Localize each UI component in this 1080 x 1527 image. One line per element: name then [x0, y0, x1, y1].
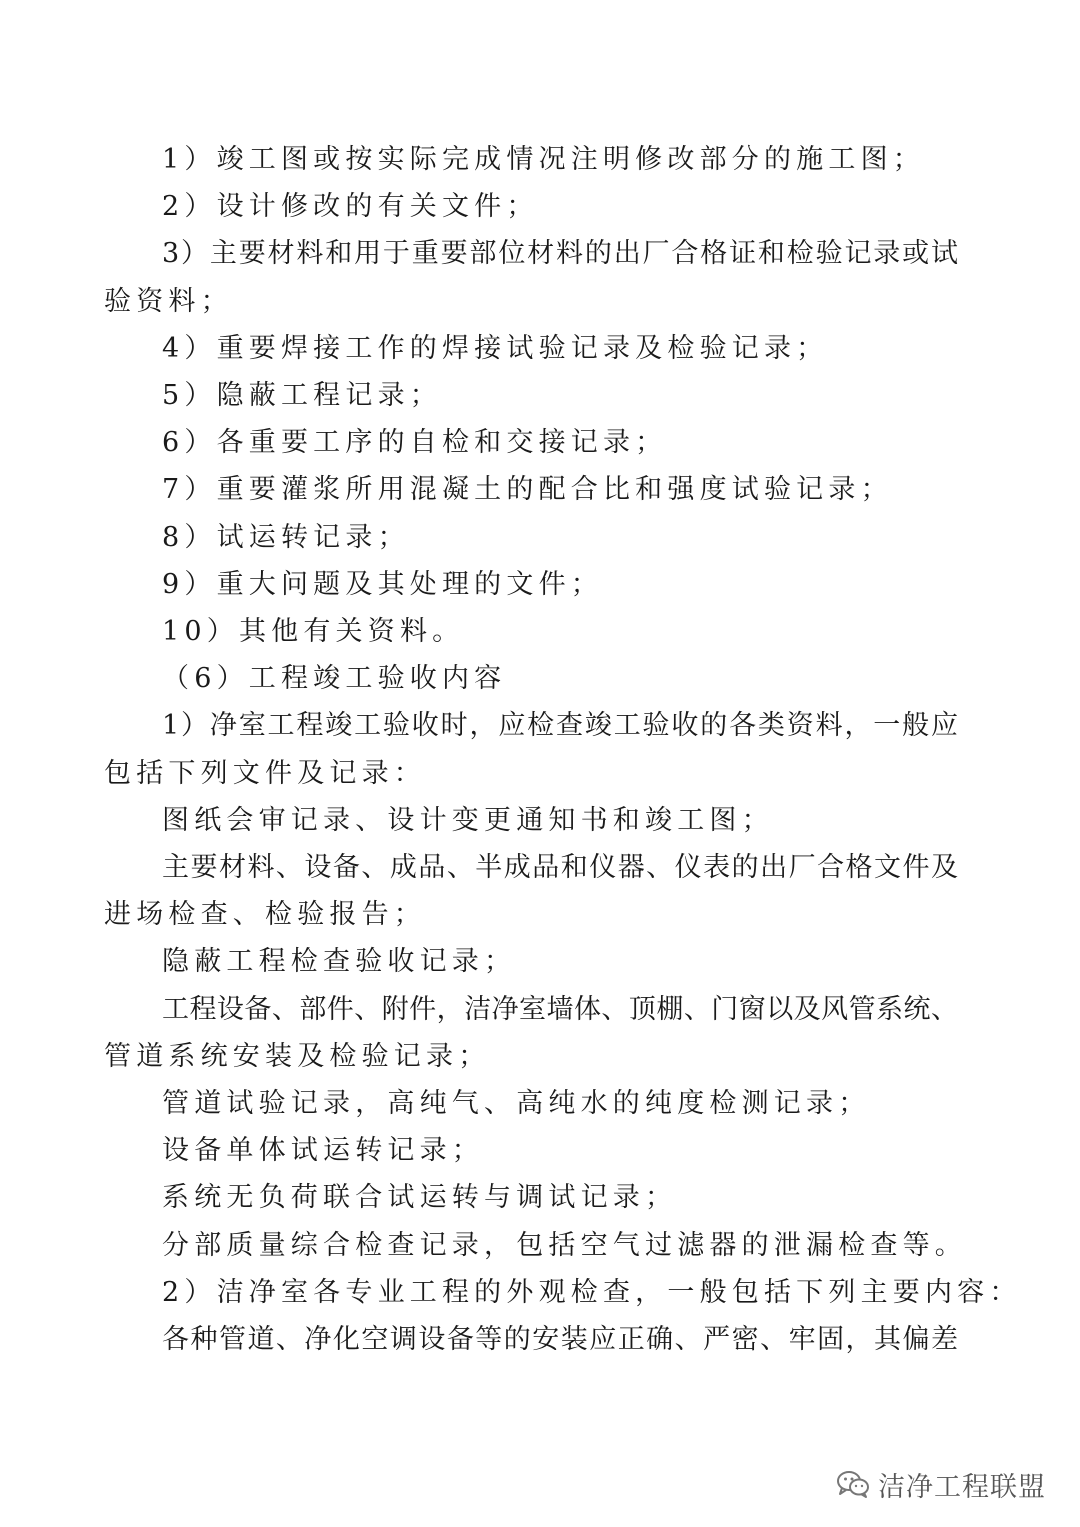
list-item: 8）试运转记录； — [162, 522, 410, 553]
paragraph-line: 设备单体试运转记录； — [162, 1135, 484, 1166]
list-item: 10）其他有关资料。 — [162, 616, 465, 647]
paragraph-line: 主要材料、设备、成品、半成品和仪器、仪表的出厂合格文件及 — [162, 852, 958, 883]
paragraph-line: 图纸会审记录、设计变更通知书和竣工图； — [162, 805, 774, 836]
paragraph-line: 管道试验记录，高纯气、高纯水的纯度检测记录； — [162, 1088, 871, 1119]
watermark-text: 洁净工程联盟 — [878, 1471, 1046, 1503]
section-heading: （6）工程竣工验收内容 — [162, 663, 507, 694]
paragraph-line: 工程设备、部件、附件，洁净室墙体、顶棚、门窗以及风管系统、 — [162, 994, 958, 1025]
list-item: 1）竣工图或按实际完成情况注明修改部分的施工图； — [162, 144, 925, 175]
list-item: 3）主要材料和用于重要部位材料的出厂合格证和检验记录或试 — [162, 238, 958, 269]
list-item: 7）重要灌浆所用混凝土的配合比和强度试验记录； — [162, 474, 893, 505]
paragraph-line: 分部质量综合检查记录，包括空气过滤器的泄漏检查等。 — [162, 1230, 967, 1261]
paragraph-line: 管道系统安装及检验记录； — [104, 1041, 491, 1072]
paragraph-line: 2）洁净室各专业工程的外观检查，一般包括下列主要内容： — [162, 1277, 1022, 1308]
list-item: 2）设计修改的有关文件； — [162, 191, 539, 222]
wechat-icon — [836, 1469, 870, 1499]
paragraph-line: 进场检查、检验报告； — [104, 899, 426, 930]
list-item: 5）隐蔽工程记录； — [162, 380, 442, 411]
paragraph-line: 各种管道、净化空调设备等的安装应正确、严密、牢固，其偏差 — [162, 1324, 958, 1355]
paragraph-line: 包括下列文件及记录： — [104, 758, 426, 789]
list-item: 4）重要焊接工作的焊接试验记录及检验记录； — [162, 333, 829, 364]
paragraph-line: 1）净室工程竣工验收时，应检查竣工验收的各类资料，一般应 — [162, 710, 958, 741]
list-item: 9）重大问题及其处理的文件； — [162, 569, 603, 600]
list-item: 6）各重要工序的自检和交接记录； — [162, 427, 668, 458]
list-item-continuation: 验资料； — [104, 286, 233, 317]
watermark — [836, 1466, 1046, 1502]
paragraph-line: 系统无负荷联合试运转与调试记录； — [162, 1182, 678, 1213]
paragraph-line: 隐蔽工程检查验收记录； — [162, 946, 517, 977]
